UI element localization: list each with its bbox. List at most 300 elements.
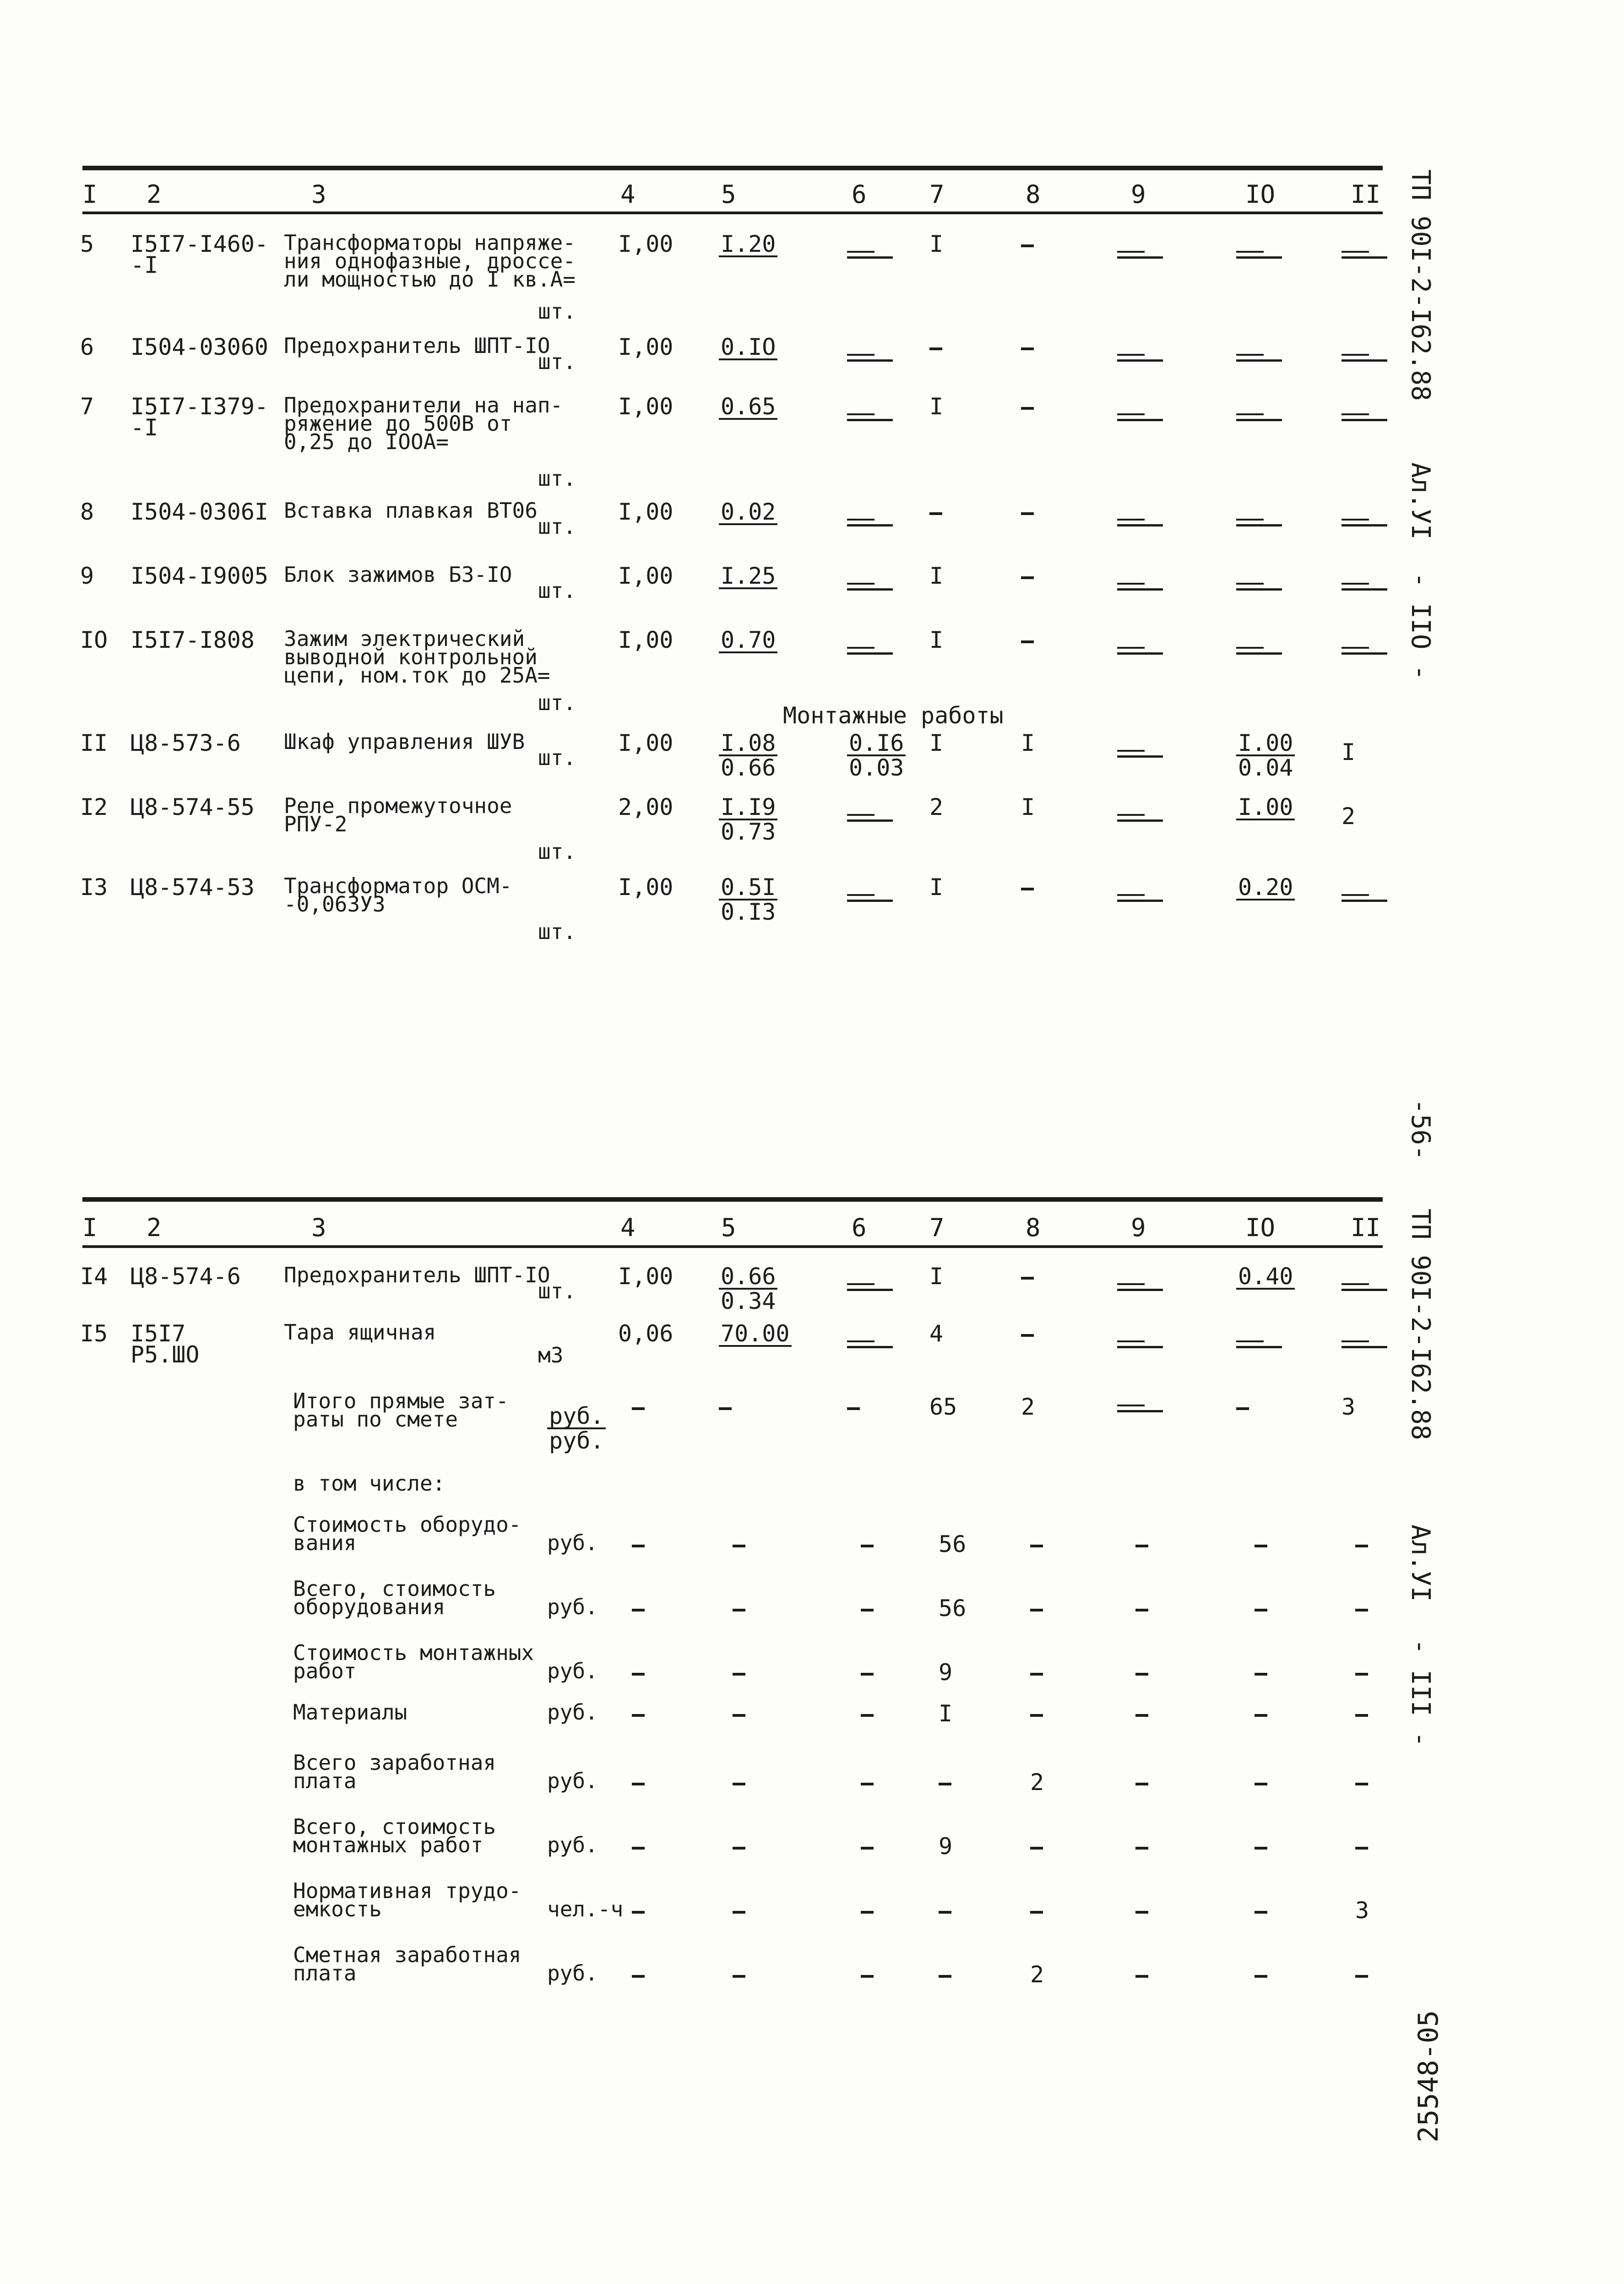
row-col8 — [1021, 1266, 1034, 1287]
row-col9 — [1117, 639, 1163, 660]
dash-mark — [1355, 1783, 1368, 1785]
double-dash-mark — [1236, 410, 1282, 423]
double-dash-mark — [1117, 247, 1163, 261]
column-header-2: 2 — [147, 180, 162, 209]
dash-mark — [939, 1783, 951, 1785]
double-dash-mark — [847, 579, 893, 593]
double-dash-mark — [847, 350, 893, 364]
row-col7 — [929, 336, 942, 358]
side-bottom-album: Ал.УI — [1406, 1524, 1435, 1602]
row-col10 — [1236, 243, 1282, 264]
dash-mark — [1021, 576, 1034, 579]
row-col6-fraction — [847, 730, 906, 781]
double-dash-mark — [847, 1280, 893, 1293]
summary-col4 — [632, 1598, 645, 1619]
column-header-8: 8 — [1026, 180, 1041, 209]
total-col6 — [847, 1396, 860, 1417]
dash-mark — [1135, 1975, 1148, 1978]
row-code: Ц8-573-6 — [130, 730, 241, 756]
summary-col4 — [632, 1964, 645, 1985]
dash-mark — [632, 1783, 645, 1785]
row-qty: I,00 — [618, 231, 673, 257]
summary-col8 — [1030, 1703, 1043, 1724]
row-col7: I — [929, 627, 944, 653]
column-header-11: II — [1351, 180, 1381, 209]
summary-col8 — [1030, 1900, 1043, 1921]
column-header-10: IO — [1245, 1213, 1276, 1242]
row-col10-fraction — [1236, 1263, 1295, 1309]
dash-mark — [847, 1407, 860, 1410]
row-name: Реле промежуточное РПУ-2 — [284, 793, 512, 836]
column-header-6: 6 — [852, 1213, 867, 1242]
row-col5-fraction — [719, 874, 777, 925]
row-col10-bottom — [1236, 901, 1295, 920]
row-col5-bottom — [719, 1347, 792, 1366]
row-number: II — [80, 730, 108, 756]
summary-col7: I — [939, 1700, 953, 1727]
dash-mark — [1355, 1545, 1368, 1547]
column-header-9: 9 — [1131, 180, 1146, 209]
row-name: Блок зажимов БЗ-IO — [284, 562, 512, 587]
row-col5-fraction — [719, 1320, 792, 1366]
summary-col8 — [1030, 1836, 1043, 1857]
row-col5 — [719, 565, 777, 608]
dash-mark — [861, 1847, 874, 1850]
summary-col5 — [733, 1703, 745, 1724]
dash-mark — [632, 1714, 645, 1717]
row-col5-top: I.20 — [719, 233, 777, 257]
column-header-7: 7 — [929, 180, 945, 209]
row-col9 — [1117, 886, 1163, 907]
double-dash-mark — [1236, 643, 1282, 657]
summary-col9 — [1135, 1900, 1148, 1921]
row-code: I5I7-I460- -I — [130, 231, 269, 278]
dash-mark — [1021, 1277, 1034, 1280]
column-header-7: 7 — [929, 1213, 945, 1242]
summary-unit: руб. — [547, 1769, 598, 1793]
dash-mark — [1255, 1911, 1267, 1914]
row-qty: 2,00 — [618, 794, 673, 820]
row-col5 — [719, 501, 777, 544]
side-top-album: Ал.УI — [1406, 462, 1435, 540]
table1-top-rule — [82, 166, 1383, 170]
included-label: в том числе: — [293, 1471, 445, 1496]
row-col9 — [1117, 510, 1163, 532]
double-dash-mark — [847, 515, 893, 529]
row-col10 — [1236, 1332, 1282, 1353]
row-name: Вставка плавкая ВТ06 — [284, 498, 538, 523]
summary-col6 — [861, 1598, 874, 1619]
row-qty: I,00 — [618, 730, 673, 756]
summary-col10 — [1255, 1964, 1267, 1985]
double-dash-mark — [1117, 579, 1163, 593]
row-col7: I — [929, 874, 944, 901]
row-col5-fraction — [719, 794, 777, 845]
row-col8 — [1021, 565, 1034, 586]
row-number: 5 — [80, 231, 94, 257]
row-col6-bottom: 0.03 — [849, 754, 904, 781]
double-dash-mark — [1117, 810, 1163, 824]
row-col6 — [847, 510, 893, 532]
row-col5-bottom: 0.73 — [721, 819, 776, 845]
summary-label: Сметная заработная плата — [293, 1942, 521, 1986]
dash-mark — [733, 1847, 745, 1850]
row-col5-fraction — [719, 1263, 777, 1314]
summary-col6 — [861, 1772, 874, 1793]
summary-col10 — [1255, 1836, 1267, 1857]
summary-label: Стоимость монтажных работ — [293, 1640, 534, 1683]
dash-mark — [1030, 1609, 1043, 1611]
dash-mark — [861, 1975, 874, 1978]
summary-unit: руб. — [547, 1659, 598, 1683]
row-name: Тара ящичная — [284, 1320, 436, 1345]
dash-mark — [1021, 1334, 1034, 1337]
row-col5-bottom: 0.I3 — [721, 899, 776, 925]
column-header-3: 3 — [311, 1213, 326, 1242]
dash-mark — [632, 1975, 645, 1978]
row-col5 — [719, 233, 777, 277]
row-col9 — [1117, 405, 1163, 426]
row-col6 — [847, 243, 893, 264]
dash-mark — [1021, 347, 1034, 350]
double-dash-mark — [1117, 1337, 1163, 1351]
row-col6 — [847, 806, 893, 827]
row-qty: I,00 — [618, 334, 673, 360]
row-col10-top: 0.40 — [1236, 1266, 1295, 1290]
row-qty: 0,06 — [618, 1320, 673, 1347]
summary-unit: руб. — [547, 1530, 598, 1555]
summary-col8: 2 — [1030, 1769, 1044, 1796]
summary-col8 — [1030, 1534, 1043, 1555]
side-top-page: - IIO - — [1406, 572, 1435, 681]
summary-col10 — [1255, 1598, 1267, 1619]
row-col11 — [1342, 346, 1387, 367]
row-col5-top: I.08 — [719, 732, 777, 756]
dash-mark — [1030, 1714, 1043, 1717]
section-label-mounting: Монтажные работы — [783, 702, 1004, 729]
total-col7: 65 — [929, 1394, 957, 1420]
total-label: Итого прямые зат- раты по смете — [293, 1389, 509, 1432]
column-header-9: 9 — [1131, 1213, 1146, 1242]
row-col11: 2 — [1342, 803, 1356, 830]
summary-col9 — [1135, 1662, 1148, 1683]
row-col9 — [1117, 1332, 1163, 1353]
row-col5-fraction — [719, 629, 777, 673]
summary-col6 — [861, 1964, 874, 1985]
double-dash-mark — [1342, 643, 1387, 657]
summary-col6 — [861, 1662, 874, 1683]
total-col9 — [1117, 1396, 1163, 1417]
row-col10-top: I.00 — [1236, 797, 1295, 820]
row-col7: I — [929, 393, 944, 420]
double-dash-mark — [1117, 515, 1163, 529]
row-col10 — [1236, 730, 1295, 781]
row-number: I4 — [80, 1263, 108, 1290]
dash-mark — [861, 1714, 874, 1717]
column-header-8: 8 — [1026, 1213, 1041, 1242]
dash-mark — [733, 1714, 745, 1717]
row-col11 — [1342, 1275, 1387, 1296]
archive-number: 25548-05 — [1412, 2010, 1445, 2143]
table1-header-rule — [82, 212, 1383, 214]
summary-col7 — [939, 1964, 951, 1985]
row-code: I504-0306I — [130, 499, 269, 525]
summary-col11 — [1355, 1598, 1368, 1619]
row-col10-top: 0.20 — [1236, 877, 1295, 901]
summary-col11 — [1355, 1662, 1368, 1683]
row-col5-fraction — [719, 336, 777, 380]
row-col5-top: I.I9 — [719, 797, 777, 820]
row-number: I2 — [80, 794, 108, 820]
summary-label: Всего, стоимость оборудования — [293, 1576, 496, 1619]
row-qty: I,00 — [618, 563, 673, 589]
summary-unit: руб. — [547, 1700, 598, 1725]
dash-mark — [1021, 640, 1034, 643]
row-col9 — [1117, 575, 1163, 596]
summary-col8 — [1030, 1598, 1043, 1619]
dash-mark — [1030, 1911, 1043, 1914]
row-col6 — [847, 1275, 893, 1296]
total-unit-fraction — [547, 1403, 606, 1454]
row-col5-bottom — [719, 589, 777, 608]
row-col5 — [719, 1263, 777, 1314]
row-col5 — [719, 336, 777, 380]
column-header-5: 5 — [721, 1213, 736, 1242]
double-dash-mark — [1236, 247, 1282, 261]
column-header-6: 6 — [852, 180, 867, 209]
total-col8: 2 — [1021, 1394, 1035, 1420]
row-number: 8 — [80, 499, 94, 525]
row-code: I5I7-I808 — [130, 627, 255, 653]
row-unit: шт. — [538, 514, 576, 539]
row-code: Ц8-574-6 — [130, 1263, 241, 1290]
row-col5-top: 0.65 — [719, 396, 777, 420]
dash-mark — [1021, 407, 1034, 410]
row-number: I5 — [80, 1320, 108, 1347]
total-unit-top: руб. — [547, 1405, 606, 1429]
dash-mark — [939, 1975, 951, 1978]
row-col8: I — [1021, 730, 1035, 756]
dash-mark — [733, 1911, 745, 1914]
row-col8 — [1021, 629, 1034, 651]
summary-col10 — [1255, 1534, 1267, 1555]
double-dash-mark — [1117, 1280, 1163, 1293]
row-col7: I — [929, 730, 944, 756]
row-col10-bottom — [1236, 1290, 1295, 1309]
dash-mark — [929, 347, 942, 350]
dash-mark — [632, 1545, 645, 1547]
row-name: Предохранитель ШПТ-IO — [284, 1263, 550, 1287]
row-col10 — [1236, 794, 1295, 840]
summary-col9 — [1135, 1598, 1148, 1619]
dash-mark — [1255, 1975, 1267, 1978]
row-qty: I,00 — [618, 393, 673, 420]
row-unit: шт. — [538, 1279, 576, 1303]
summary-col11 — [1355, 1772, 1368, 1793]
summary-col4 — [632, 1900, 645, 1921]
row-col6 — [847, 575, 893, 596]
dash-mark — [861, 1609, 874, 1611]
row-number: 9 — [80, 563, 94, 589]
row-col5-bottom — [719, 420, 777, 439]
row-col10-bottom: 0.04 — [1238, 754, 1293, 781]
double-dash-mark — [1117, 410, 1163, 423]
row-name: Зажим электрический выводной контрольной цепи, ном.ток до 25А= — [284, 626, 550, 688]
row-number: I3 — [80, 874, 108, 901]
dash-mark — [1255, 1609, 1267, 1611]
row-col5-top: 0.02 — [719, 501, 777, 525]
summary-col7: 56 — [939, 1595, 967, 1622]
row-code: I504-I9005 — [130, 563, 269, 589]
summary-col6 — [861, 1836, 874, 1857]
side-bottom-page: - III - — [1406, 1639, 1435, 1747]
dash-mark — [1030, 1847, 1043, 1850]
row-unit: шт. — [538, 839, 576, 864]
double-dash-mark — [1117, 1401, 1163, 1415]
row-col5 — [719, 1320, 792, 1366]
row-col10 — [1236, 575, 1282, 596]
row-col5-top: 0.5I — [719, 877, 777, 901]
double-dash-mark — [1117, 643, 1163, 657]
row-col5 — [719, 629, 777, 673]
row-col5 — [719, 794, 777, 845]
double-dash-mark — [1236, 350, 1282, 364]
row-number: IO — [80, 627, 108, 653]
row-col8 — [1021, 233, 1034, 255]
summary-col7: 9 — [939, 1833, 953, 1860]
double-dash-mark — [1342, 247, 1387, 261]
dash-mark — [733, 1975, 745, 1978]
summary-col5 — [733, 1900, 745, 1921]
summary-col9 — [1135, 1703, 1148, 1724]
summary-col9 — [1135, 1534, 1148, 1555]
page-number: -56- — [1406, 1099, 1435, 1161]
column-header-11: II — [1351, 1213, 1381, 1242]
row-col10-fraction — [1236, 794, 1295, 840]
row-col5-top: I.25 — [719, 565, 777, 589]
double-dash-mark — [1236, 579, 1282, 593]
dash-mark — [733, 1673, 745, 1676]
row-unit: м3 — [538, 1343, 564, 1367]
row-col10-bottom — [1236, 820, 1295, 840]
row-col7: 2 — [929, 794, 944, 820]
row-col10 — [1236, 1263, 1295, 1309]
double-dash-mark — [1236, 1337, 1282, 1351]
row-code: Ц8-574-55 — [130, 794, 255, 820]
summary-col10 — [1255, 1662, 1267, 1683]
row-col5 — [719, 730, 777, 781]
summary-col11 — [1355, 1703, 1368, 1724]
dash-mark — [733, 1783, 745, 1785]
row-qty: I,00 — [618, 1263, 673, 1290]
summary-col7 — [939, 1772, 951, 1793]
summary-col7: 56 — [939, 1531, 967, 1557]
row-col6 — [847, 639, 893, 660]
summary-col6 — [861, 1900, 874, 1921]
row-col10-top: I.00 — [1236, 732, 1295, 756]
summary-col11 — [1355, 1964, 1368, 1985]
row-col7: I — [929, 1263, 944, 1290]
row-col5 — [719, 393, 777, 439]
dash-mark — [1355, 1714, 1368, 1717]
summary-col5 — [733, 1836, 745, 1857]
double-dash-mark — [847, 247, 893, 261]
dash-mark — [733, 1609, 745, 1611]
dash-mark — [929, 512, 942, 515]
row-col5-bottom — [719, 257, 777, 277]
row-col6 — [847, 730, 906, 781]
dash-mark — [1236, 1407, 1249, 1410]
row-unit: шт. — [538, 919, 576, 944]
dash-mark — [1135, 1714, 1148, 1717]
dash-mark — [861, 1911, 874, 1914]
dash-mark — [1135, 1545, 1148, 1547]
double-dash-mark — [1342, 515, 1387, 529]
row-col8 — [1021, 1323, 1034, 1344]
total-col5 — [719, 1396, 732, 1417]
row-col10 — [1236, 346, 1282, 367]
double-dash-mark — [1342, 579, 1387, 593]
row-col9 — [1117, 346, 1163, 367]
row-col11 — [1342, 510, 1387, 532]
double-dash-mark — [847, 810, 893, 824]
summary-col4 — [632, 1662, 645, 1683]
row-unit: шт. — [538, 690, 576, 715]
total-unit-bottom: руб. — [549, 1427, 604, 1454]
summary-col10 — [1255, 1703, 1267, 1724]
row-number: 7 — [80, 393, 94, 420]
row-col5-top: 70.00 — [719, 1323, 792, 1347]
summary-col5 — [733, 1772, 745, 1793]
row-qty: I,00 — [618, 499, 673, 525]
row-col6 — [847, 886, 893, 907]
dash-mark — [1255, 1673, 1267, 1676]
dash-mark — [1255, 1847, 1267, 1850]
summary-col9 — [1135, 1836, 1148, 1857]
row-col8: I — [1021, 794, 1035, 820]
dash-mark — [632, 1407, 645, 1410]
row-col7: I — [929, 231, 944, 257]
summary-col5 — [733, 1534, 745, 1555]
dash-mark — [1030, 1673, 1043, 1676]
row-col6 — [847, 1332, 893, 1353]
summary-col6 — [861, 1534, 874, 1555]
row-col5-bottom — [719, 653, 777, 673]
summary-unit: чел.-ч — [547, 1897, 624, 1921]
dash-mark — [632, 1911, 645, 1914]
summary-col9 — [1135, 1772, 1148, 1793]
dash-mark — [1355, 1975, 1368, 1978]
row-col11 — [1342, 639, 1387, 660]
dash-mark — [1355, 1609, 1368, 1611]
column-header-1: I — [82, 180, 98, 209]
summary-unit: руб. — [547, 1833, 598, 1857]
row-col8 — [1021, 501, 1034, 522]
dash-mark — [1135, 1911, 1148, 1914]
row-name: Шкаф управления ШУВ — [284, 729, 525, 754]
summary-label: Всего заработная плата — [293, 1750, 496, 1793]
dash-mark — [1355, 1673, 1368, 1676]
row-unit: шт. — [538, 578, 576, 603]
row-code: Ц8-574-53 — [130, 874, 255, 901]
row-col11 — [1342, 243, 1387, 264]
dash-mark — [1135, 1609, 1148, 1611]
summary-col4 — [632, 1534, 645, 1555]
dash-mark — [632, 1673, 645, 1676]
double-dash-mark — [847, 643, 893, 657]
summary-col4 — [632, 1836, 645, 1857]
dash-mark — [1255, 1783, 1267, 1785]
